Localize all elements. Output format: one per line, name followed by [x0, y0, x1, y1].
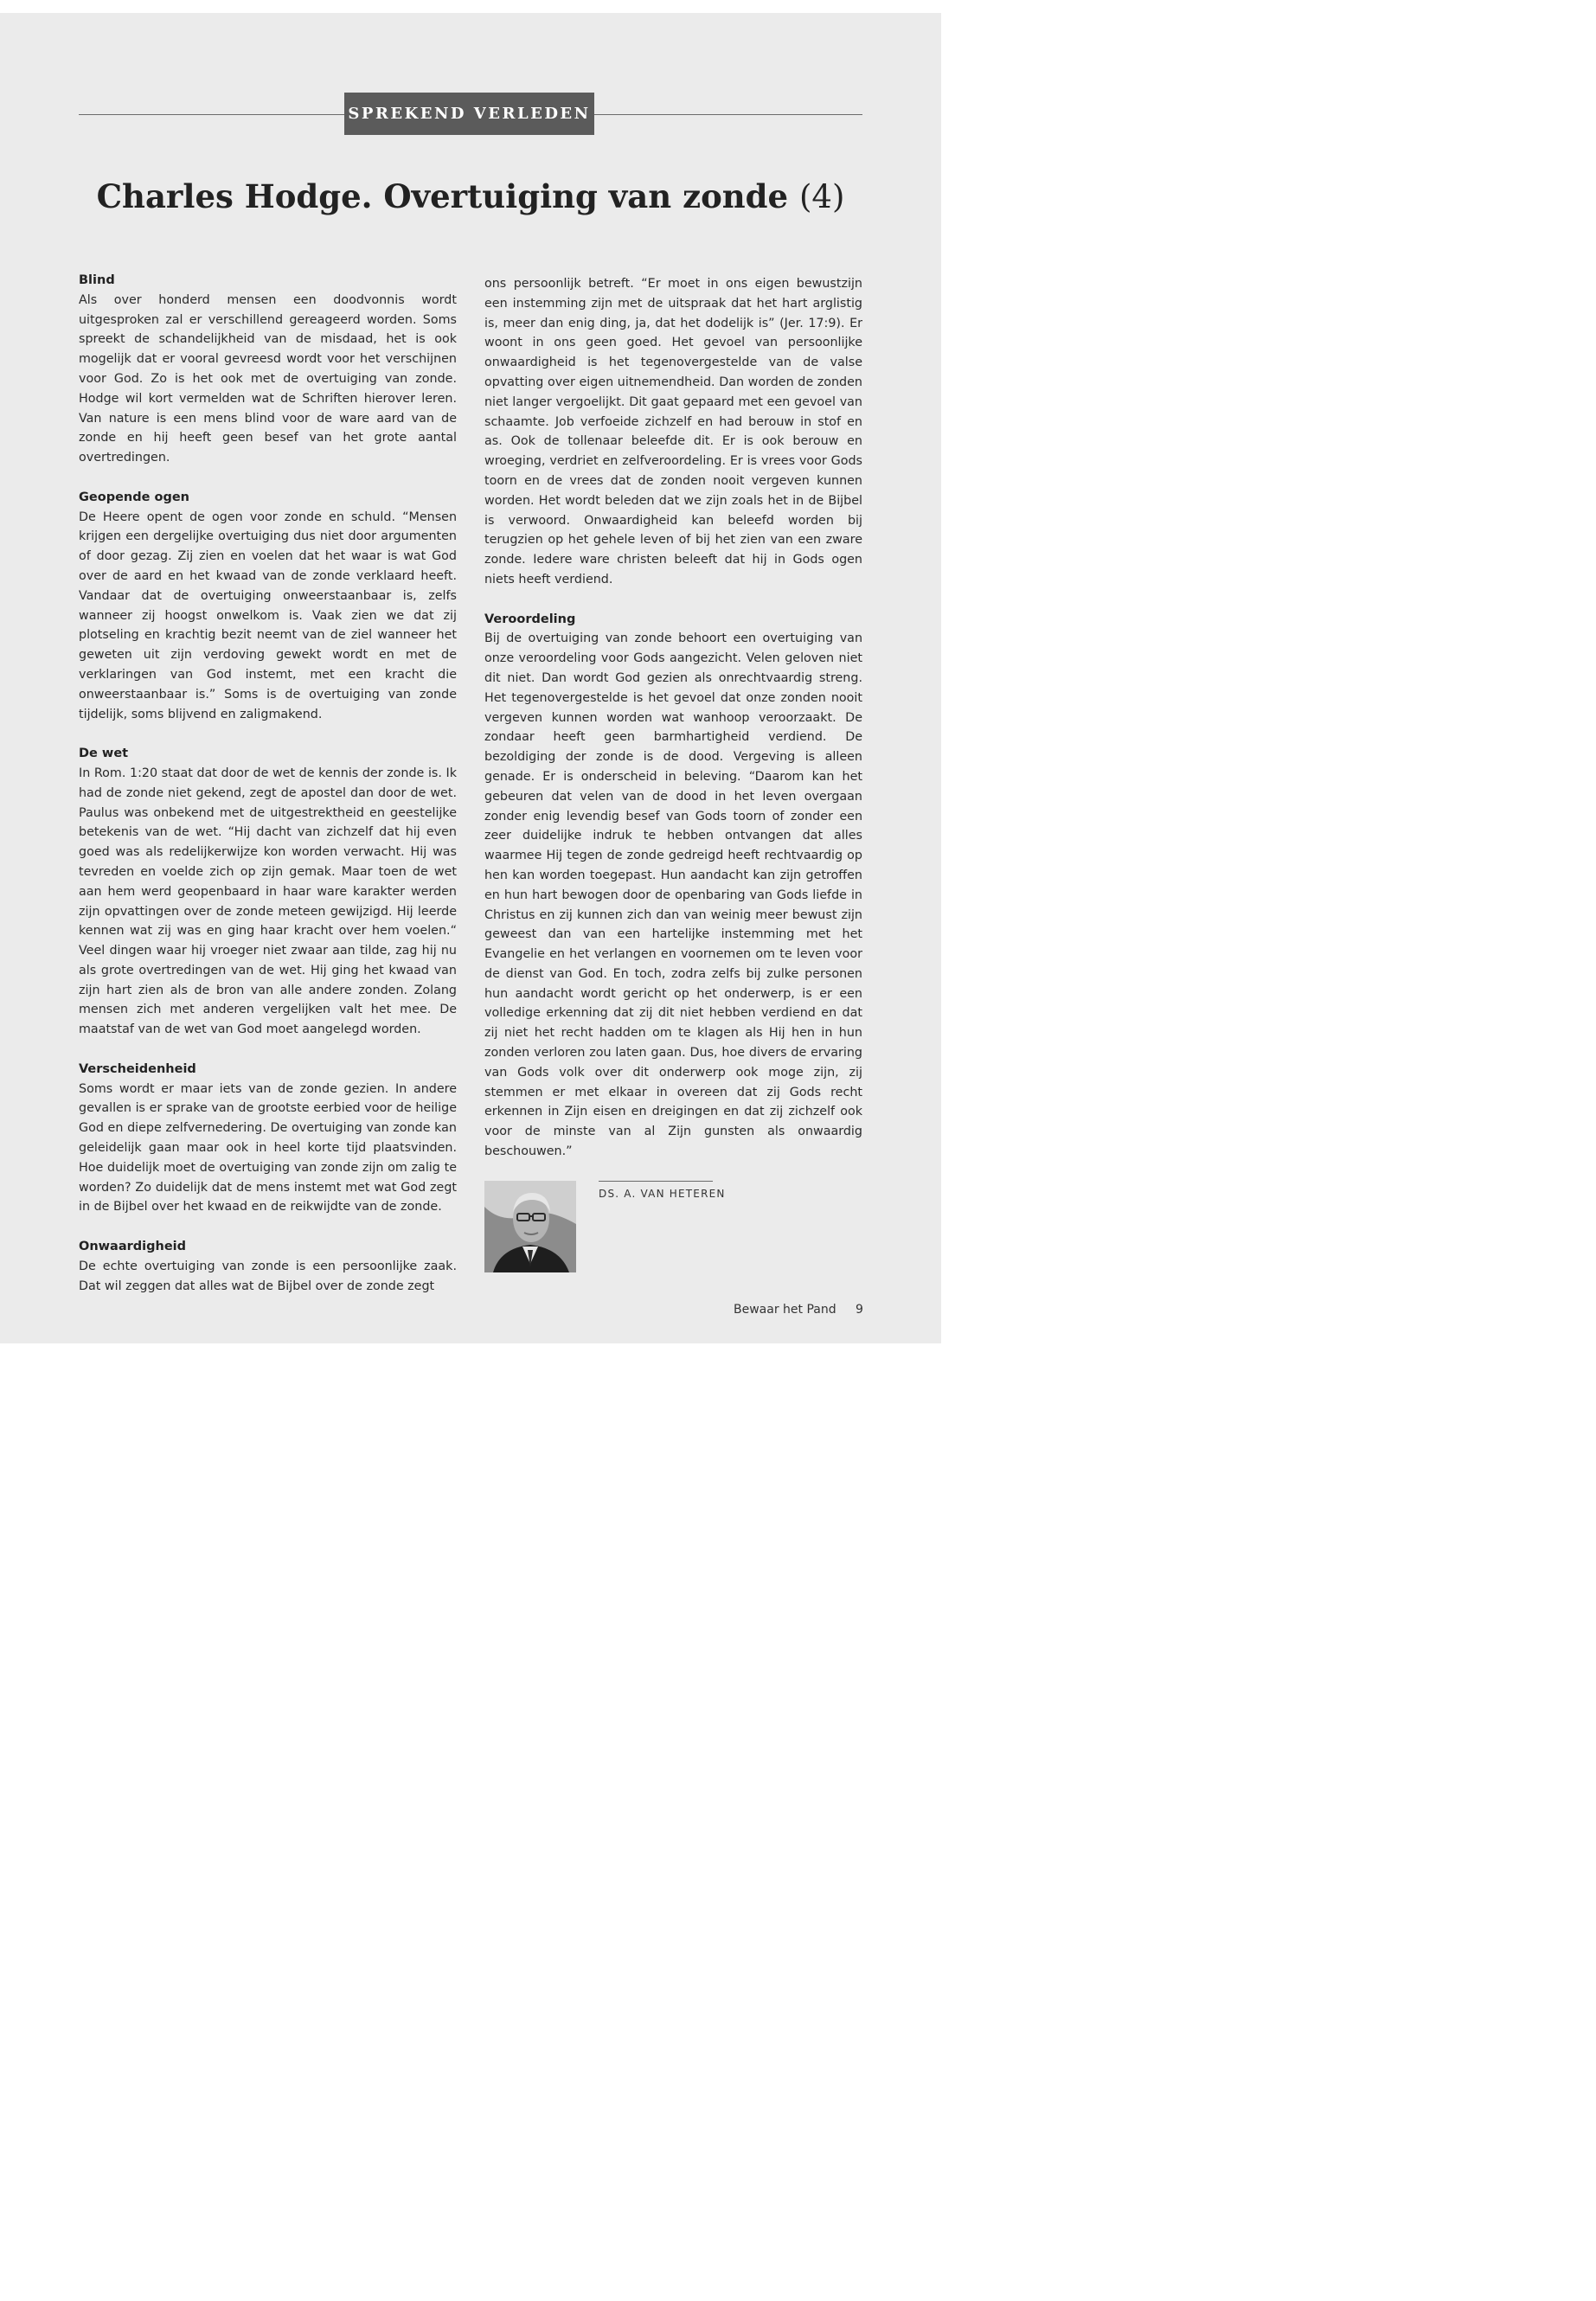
section-veroordeling: [484, 610, 862, 1162]
article-title: [0, 177, 941, 215]
footer-page-number: 9: [856, 1303, 863, 1317]
section-text: Bij de overtuiging van zonde behoort een overtuiging van onze veroordeling voor Gods aangezicht. Velen geloven niet dit niet. Dan wordt God gezien als onrechtvaardig streng. Het tegenovergestelde is het gevoel dat onze zonden nooit vergeven kunnen worden wat wanhoop veroorzaakt. De zondaar heeft geen barmhartigheid verdiend. De bezoldiging der zonde is de dood. Vergeving is alleen genade. Er is onderscheid in beleving. “Daarom kan het gebeuren dat velen van de dood in het leven overgaan zonder enig levendig besef van Gods toorn of zonder een zeer duidelijke indruk te hebben ontvangen dat alles waarmee Hij tegen de zonde gedreigd heeft rechtvaardig op hen kan worden toegepast. Hun aandacht kan zijn getroffen en hun hart bewogen door de openbaring van Gods liefde in Christus en zij kunnen zich dan van weinig meer bewust zijn geweest dan van een hartelijke instemming met het Evangelie en het verlangen en voornemen om te leven voor de dienst van God. En toch, zodra zelfs bij zulke personen hun aandacht wordt gericht op het onderwerp, is er een volledige erkenning dat zij dit niet hebben verdiend en dat zij niet het recht hadden om te klagen als Hij hen in hun zonden verloren zou laten gaan. Dus, hoe divers de ervaring van Gods volk over dit onderwerp ook moge zijn, zij stemmen er met elkaar in overeen dat zij Gods recht erkennen in Zijn eisen en dreigingen en dat zij zichzelf ook voor de minste van al Zijn gunsten als onwaardig beschouwen.”: [484, 631, 862, 1159]
section-label: SPREKEND VERLEDEN: [344, 93, 594, 135]
continuation-text: ons persoonlijk betreft. “Er moet in ons eigen bewustzijn een instemming zijn met de uitspraak dat het hart arglistig is, meer dan enig ding, ja, dat het dodelijk is” (Jer. 17:9). Er woont in ons geen goed. Het gevoel van persoonlijke onwaardigheid is het tegenovergestelde van de valse opvatting over eigen uitnemendheid. Dan worden de zonden niet langer vergoelijkt. Dit gaat gepaard met een gevoel van schaamte. Job verfoeide zichzelf en had berouw in stof en as. Ook de tollenaar beleefde dit. Er is ook berouw en wroeging, verdriet en zelfveroordeling. Er is vrees voor Gods toorn en de vrees dat de zonden nooit vergeven kunnen worden. Het wordt beleden dat we zijn zoals het in de Bijbel is verwoord. Onwaardigheid kan beleefd worden bij terugzien op het gehele leven of bij het zien van een zware zonde. Iedere ware christen beleeft dat hij in Gods ogen niets heeft verdiend.: [484, 277, 862, 586]
author-name: DS. A. VAN HETEREN: [599, 1188, 726, 1200]
section-text: De echte overtuiging van zonde is een persoonlijke zaak. Dat wil zeggen dat alles wat de Bijbel over de zonde zegt: [79, 1259, 457, 1293]
section-de-wet: [79, 744, 457, 1040]
page: [0, 13, 941, 1343]
section-verscheidenheid: [79, 1060, 457, 1217]
section-heading: Veroordeling: [484, 612, 576, 626]
section-blind: [79, 271, 457, 468]
author-photo: [484, 1181, 576, 1272]
left-column: [79, 271, 457, 1316]
section-text: Soms wordt er maar iets van de zonde gezien. In andere gevallen is er sprake van de grootste eerbied voor de heilige God en diepe zelfvernedering. De overtuiging van zonde kan geleidelijk gaan maar ook in heel korte tijd plaatsvinden. Hoe duidelijk moet de overtuiging van zonde zijn om zalig te worden? Zo duidelijk dat de mens instemt met wat God zegt in de Bijbel over het kwaad en de reikwijdte van de zonde.: [79, 1081, 457, 1215]
title-main: Charles Hodge. Overtuiging van zonde: [96, 177, 789, 215]
section-heading: De wet: [79, 747, 129, 761]
signature-rule: [599, 1181, 713, 1182]
title-part-number: (4): [798, 178, 845, 215]
section-heading: Geopende ogen: [79, 490, 189, 504]
section-heading: Blind: [79, 273, 115, 287]
header-rule-left: [79, 114, 344, 115]
section-text: In Rom. 1:20 staat dat door de wet de kennis der zonde is. Ik had de zonde niet gekend, zegt de apostel dan door de wet. Paulus was onbekend met de uitgestrektheid en geestelijke betekenis van de wet. “Hij dacht van zichzelf dat hij even goed was als redelijkerwijze kon worden verwacht. Hij was tevreden en voelde zich op zijn gemak. Maar toen de wet aan hem werd geopenbaard in haar ware karakter werden zijn opvattingen over de zonde meteen gewijzigd. Hij leerde kennen wat zij was en ging haar kracht over hem voelen.“ Veel dingen waar hij vroeger niet zwaar aan tilde, zag hij nu als grote overtredingen van de wet. Hij ging het kwaad van zijn hart zien als de bron van alle andere zonden. Zolang mensen zich met anderen vergelijken valt het mee. De maatstaf van de wet van God moet aangelegd worden.: [79, 766, 457, 1037]
section-text: Als over honderd mensen een doodvonnis wordt uitgesproken zal er verschillend gereageerd worden. Soms spreekt de schandelijkheid van de misdaad, het is ook mogelijk dat er vooral gevreesd wordt voor het verschijnen voor God. Zo is het ook met de overtuiging van zonde. Hodge wil kort vermelden wat de Schriften hierover leren. Van nature is een mens blind voor de ware aard van de zonde en hij heeft geen besef van het grote aantal overtredingen.: [79, 292, 457, 465]
section-text: De Heere opent de ogen voor zonde en schuld. “Mensen krijgen een dergelijke overtuiging dus niet door argumenten of door gezag. Zij zien en voelen dat het waar is wat God over de aard en het kwaad van de zonde verklaard heeft. Vandaar dat de overtuiging onweerstaanbaar is, zelfs wanneer zij hoogst onwelkom is. Vaak zien we dat zij plotseling en krachtig bezit neemt van de ziel wanneer het geweten uit zijn verdoving gewekt wordt en met de verklaringen van God instemt, met een kracht die onweerstaanbaar is.” Soms is de overtuiging van zonde tijdelijk, soms blijvend en zaligmakend.: [79, 510, 457, 721]
section-onwaardigheid: [79, 1237, 457, 1296]
section-heading: Onwaardigheid: [79, 1240, 187, 1254]
footer-publication: Bewaar het Pand: [734, 1303, 836, 1317]
right-column: [484, 274, 862, 1182]
portrait-image: [484, 1181, 576, 1272]
header-rule-right: [594, 114, 862, 115]
section-heading: Verscheidenheid: [79, 1061, 196, 1076]
section-geopende-ogen: [79, 488, 457, 725]
